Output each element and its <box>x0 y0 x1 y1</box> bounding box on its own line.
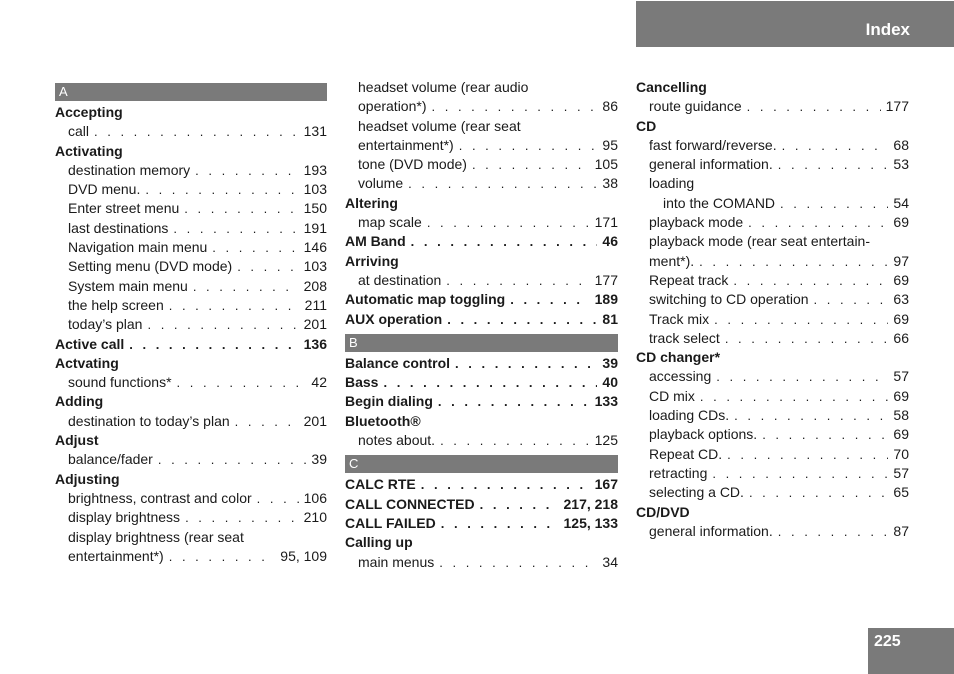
index-subentry <box>55 219 327 238</box>
page-reference: 46 <box>602 233 618 250</box>
index-subentry <box>55 315 327 334</box>
entry-text: notes about. <box>358 432 436 449</box>
page-reference: 125 <box>594 432 618 449</box>
page-reference: 103 <box>303 258 327 275</box>
page-reference: 136 <box>303 335 327 352</box>
entry-text: Adding <box>55 393 104 410</box>
entry-text: at destination <box>358 271 442 288</box>
entry-text: Setting menu (DVD mode) <box>68 258 233 275</box>
leader-dots <box>147 315 298 334</box>
leader-dots <box>699 252 888 271</box>
leader-dots <box>778 155 889 174</box>
index-subentry <box>345 136 618 155</box>
entry-text: entertainment*) <box>358 136 454 153</box>
leader-dots <box>257 489 299 508</box>
page-reference: 86 <box>602 98 618 115</box>
entry-text: CALC RTE <box>345 476 416 493</box>
entry-text: Calling up <box>345 534 413 551</box>
index-subentry <box>636 174 909 193</box>
index-subentry <box>55 277 327 296</box>
index-subentry <box>636 445 909 464</box>
page-reference: 63 <box>893 291 909 308</box>
leader-dots <box>235 412 299 431</box>
leader-dots <box>510 290 589 309</box>
page-reference: 40 <box>602 374 618 391</box>
leader-dots <box>734 406 888 425</box>
entry-text: main menus <box>358 553 435 570</box>
page-reference: 53 <box>893 156 909 173</box>
leader-dots <box>727 445 888 464</box>
index-subentry <box>345 78 618 97</box>
entry-text: CD <box>636 117 657 134</box>
index-subentry <box>345 271 618 290</box>
leader-dots <box>749 483 888 502</box>
index-main-entry <box>345 232 618 251</box>
page-reference: 131 <box>303 123 327 140</box>
index-subentry <box>636 252 909 271</box>
entry-text: CD/DVD <box>636 503 690 520</box>
entry-text: Bluetooth® <box>345 412 421 429</box>
index-subentry <box>636 387 909 406</box>
entry-text: map scale <box>358 214 422 231</box>
page-reference: 54 <box>893 194 909 211</box>
page-reference: 177 <box>885 98 909 115</box>
index-subentry <box>345 431 618 450</box>
entry-text: destination memory <box>68 161 191 178</box>
entry-text: Adjusting <box>55 470 120 487</box>
index-main-entry <box>345 514 618 533</box>
entry-text: switching to CD operation <box>649 291 809 308</box>
index-subentry <box>55 161 327 180</box>
index-column-1 <box>55 78 327 566</box>
entry-text: the help screen <box>68 296 164 313</box>
leader-dots <box>700 387 889 406</box>
index-main-entry <box>636 117 909 136</box>
index-main-entry <box>345 475 618 494</box>
page-reference: 38 <box>602 175 618 192</box>
index-main-entry <box>345 373 618 392</box>
leader-dots <box>472 155 590 174</box>
index-main-entry <box>345 412 618 431</box>
entry-text: into the COMAND <box>663 194 776 211</box>
leader-dots <box>814 290 889 309</box>
leader-dots <box>780 194 888 213</box>
entry-text: brightness, contrast and color <box>68 489 252 506</box>
entry-text: display brightness (rear seat <box>68 528 244 545</box>
index-main-entry <box>55 392 327 411</box>
index-subentry <box>55 296 327 315</box>
leader-dots <box>173 219 298 238</box>
leader-dots <box>748 213 888 232</box>
leader-dots <box>169 296 300 315</box>
index-subentry <box>636 310 909 329</box>
index-subentry <box>345 155 618 174</box>
entry-text: Automatic map toggling <box>345 291 506 308</box>
page-reference: 66 <box>893 329 909 346</box>
index-main-entry <box>55 142 327 161</box>
page-reference: 193 <box>303 161 327 178</box>
entry-text: Balance control <box>345 354 451 371</box>
index-main-entry <box>55 103 327 122</box>
entry-text: headset volume (rear seat <box>358 117 521 134</box>
entry-text: playback mode (rear seat entertain- <box>649 233 870 250</box>
page-reference: 191 <box>303 219 327 236</box>
entry-text: playback options. <box>649 426 758 443</box>
index-subentry <box>55 528 327 547</box>
entry-text: tone (DVD mode) <box>358 156 467 173</box>
index-subentry <box>55 489 327 508</box>
entry-text: Cancelling <box>636 79 707 95</box>
page-reference: 39 <box>602 354 618 371</box>
index-subentry <box>55 373 327 392</box>
entry-text: entertainment*) <box>68 547 164 564</box>
leader-dots <box>411 232 598 251</box>
chapter-tab-header <box>636 1 954 47</box>
entry-text: general information. <box>649 156 773 173</box>
entry-text: CALL FAILED <box>345 514 436 531</box>
leader-dots <box>762 425 888 444</box>
page-reference: 211 <box>304 296 327 313</box>
entry-text: track select <box>649 329 720 346</box>
page-reference: 69 <box>893 214 909 231</box>
leader-dots <box>158 450 307 469</box>
page-reference: 81 <box>602 310 618 327</box>
entry-text: route guidance <box>649 98 742 115</box>
entry-text: loading <box>649 175 695 192</box>
chapter-title: Index <box>865 20 910 39</box>
leader-dots <box>440 431 590 450</box>
page-reference: 57 <box>893 368 909 385</box>
entry-text: Active call <box>55 335 125 352</box>
index-subentry <box>636 406 909 425</box>
page-reference: 69 <box>893 271 909 288</box>
entry-text: sound functions* <box>68 374 172 391</box>
index-subentry <box>636 194 909 213</box>
page-reference: 106 <box>303 489 327 506</box>
leader-dots <box>177 373 307 392</box>
page-reference: 69 <box>893 426 909 443</box>
index-main-entry <box>345 290 618 309</box>
entry-text: general information. <box>649 522 773 539</box>
entry-text: CALL CONNECTED <box>345 495 475 512</box>
entry-text: Repeat CD. <box>649 445 723 462</box>
entry-text: volume <box>358 175 404 192</box>
entry-text: destination to today’s plan <box>68 412 230 429</box>
section-letter-header <box>345 334 618 352</box>
index-column-3 <box>636 78 909 541</box>
page-reference: 201 <box>303 412 327 429</box>
section-letter-header <box>345 455 618 473</box>
index-subentry <box>55 199 327 218</box>
index-main-entry <box>55 335 327 354</box>
entry-text: today’s plan <box>68 316 143 333</box>
entry-text: AM Band <box>345 233 406 250</box>
entry-text: Repeat track <box>649 271 729 288</box>
entry-text: CD mix <box>649 387 695 404</box>
page-reference: 177 <box>594 271 618 288</box>
index-main-entry <box>636 348 909 367</box>
page-reference: 57 <box>893 464 909 481</box>
index-column-2 <box>345 78 618 572</box>
entry-text: headset volume (rear audio <box>358 79 529 95</box>
index-subentry <box>55 412 327 431</box>
page-reference: 95 <box>602 136 618 153</box>
page-reference: 105 <box>594 156 618 173</box>
leader-dots <box>733 271 888 290</box>
leader-dots <box>212 238 298 257</box>
index-subentry <box>636 97 909 116</box>
entry-text: C <box>349 456 359 472</box>
index-main-entry <box>345 310 618 329</box>
leader-dots <box>712 464 888 483</box>
leader-dots <box>441 514 559 533</box>
index-subentry <box>636 155 909 174</box>
entry-text: Begin dialing <box>345 393 433 410</box>
entry-text: balance/fader <box>68 451 153 468</box>
page-reference: 217, 218 <box>563 495 618 512</box>
index-subentry <box>636 290 909 309</box>
leader-dots <box>432 97 598 116</box>
index-subentry <box>55 508 327 527</box>
leader-dots <box>129 335 298 354</box>
entry-text: Altering <box>345 194 398 211</box>
index-subentry <box>345 97 618 116</box>
index-subentry <box>636 367 909 386</box>
leader-dots <box>714 310 888 329</box>
entry-text: Track mix <box>649 310 710 327</box>
page-number: 225 <box>874 633 901 650</box>
leader-dots <box>438 392 590 411</box>
entry-text: Navigation main menu <box>68 239 208 256</box>
index-main-entry <box>345 495 618 514</box>
leader-dots <box>747 97 881 116</box>
index-main-entry <box>636 78 909 97</box>
leader-dots <box>446 271 589 290</box>
page-reference: 65 <box>893 484 909 501</box>
entry-text: last destinations <box>68 219 169 236</box>
page-reference: 42 <box>311 374 327 391</box>
page-reference: 58 <box>893 407 909 424</box>
entry-text: call <box>68 123 90 140</box>
leader-dots <box>421 475 590 494</box>
leader-dots <box>447 310 597 329</box>
entry-text: A <box>59 84 68 99</box>
index-subentry <box>55 547 327 566</box>
leader-dots <box>184 199 298 218</box>
index-subentry <box>55 257 327 276</box>
index-subentry <box>55 180 327 199</box>
index-subentry <box>636 425 909 444</box>
index-main-entry <box>636 503 909 522</box>
page-reference: 189 <box>594 291 618 308</box>
leader-dots <box>716 367 888 386</box>
index-subentry <box>636 271 909 290</box>
page-reference: 68 <box>893 136 909 153</box>
entry-text: Actvating <box>55 354 119 371</box>
entry-text: DVD menu. <box>68 181 141 198</box>
page-reference: 171 <box>594 214 618 231</box>
page-number-tab <box>868 628 954 674</box>
index-main-entry <box>55 470 327 489</box>
index-subentry <box>636 232 909 251</box>
entry-text: loading CDs. <box>649 407 730 424</box>
index-subentry <box>345 117 618 136</box>
index-subentry <box>55 238 327 257</box>
entry-text: accessing <box>649 368 712 385</box>
index-main-entry <box>345 533 618 552</box>
entry-text: display brightness <box>68 509 181 526</box>
page-reference: 70 <box>893 445 909 462</box>
entry-text: fast forward/reverse. <box>649 136 777 153</box>
leader-dots <box>459 136 598 155</box>
index-subentry <box>345 174 618 193</box>
page-reference: 210 <box>303 509 327 526</box>
entry-text: retracting <box>649 464 708 481</box>
page-reference: 39 <box>311 451 327 468</box>
index-main-entry <box>55 354 327 373</box>
index-subentry <box>345 553 618 572</box>
entry-text: Bass <box>345 374 379 391</box>
index-subentry <box>636 213 909 232</box>
leader-dots <box>193 277 299 296</box>
index-subentry <box>636 522 909 541</box>
leader-dots <box>427 213 590 232</box>
page-reference: 125, 133 <box>563 514 618 531</box>
leader-dots <box>439 553 597 572</box>
entry-text: B <box>349 334 358 350</box>
entry-text: CD changer* <box>636 349 721 366</box>
index-subentry <box>345 213 618 232</box>
entry-text: selecting a CD. <box>649 484 744 501</box>
index-subentry <box>55 122 327 141</box>
leader-dots <box>782 136 889 155</box>
entry-text: System main menu <box>68 277 188 294</box>
leader-dots <box>725 329 889 348</box>
index-main-entry <box>345 252 618 271</box>
entry-text: playback mode <box>649 214 744 231</box>
section-letter-header <box>55 83 327 101</box>
leader-dots <box>455 354 597 373</box>
leader-dots <box>480 495 559 514</box>
leader-dots <box>778 522 889 541</box>
index-subentry <box>636 483 909 502</box>
entry-text: Enter street menu <box>68 200 180 217</box>
index-main-entry <box>345 194 618 213</box>
page-reference: 167 <box>594 476 618 493</box>
leader-dots <box>383 373 597 392</box>
leader-dots <box>195 161 298 180</box>
entry-text: AUX operation <box>345 310 443 327</box>
page-reference: 133 <box>594 393 618 410</box>
page-reference: 103 <box>303 181 327 198</box>
page-reference: 69 <box>893 387 909 404</box>
index-main-entry <box>55 431 327 450</box>
leader-dots <box>185 508 299 527</box>
page-reference: 150 <box>303 200 327 217</box>
index-subentry <box>55 450 327 469</box>
leader-dots <box>94 122 299 141</box>
index-main-entry <box>345 354 618 373</box>
index-subentry <box>636 464 909 483</box>
leader-dots <box>408 174 597 193</box>
page-reference: 95, 109 <box>280 547 327 564</box>
index-main-entry <box>345 392 618 411</box>
leader-dots <box>145 180 298 199</box>
leader-dots <box>237 257 298 276</box>
page-reference: 208 <box>303 277 327 294</box>
page-reference: 97 <box>893 252 909 269</box>
page-reference: 201 <box>303 316 327 333</box>
entry-text: Adjust <box>55 432 99 449</box>
index-subentry <box>636 329 909 348</box>
entry-text: operation*) <box>358 98 427 115</box>
leader-dots <box>169 547 276 566</box>
entry-text: Accepting <box>55 104 123 120</box>
index-subentry <box>636 136 909 155</box>
entry-text: Arriving <box>345 252 399 269</box>
entry-text: ment*). <box>649 252 695 269</box>
page-reference: 69 <box>893 310 909 327</box>
page-reference: 34 <box>602 553 618 570</box>
entry-text: Activating <box>55 142 123 159</box>
page-reference: 146 <box>303 239 327 256</box>
page-reference: 87 <box>893 522 909 539</box>
